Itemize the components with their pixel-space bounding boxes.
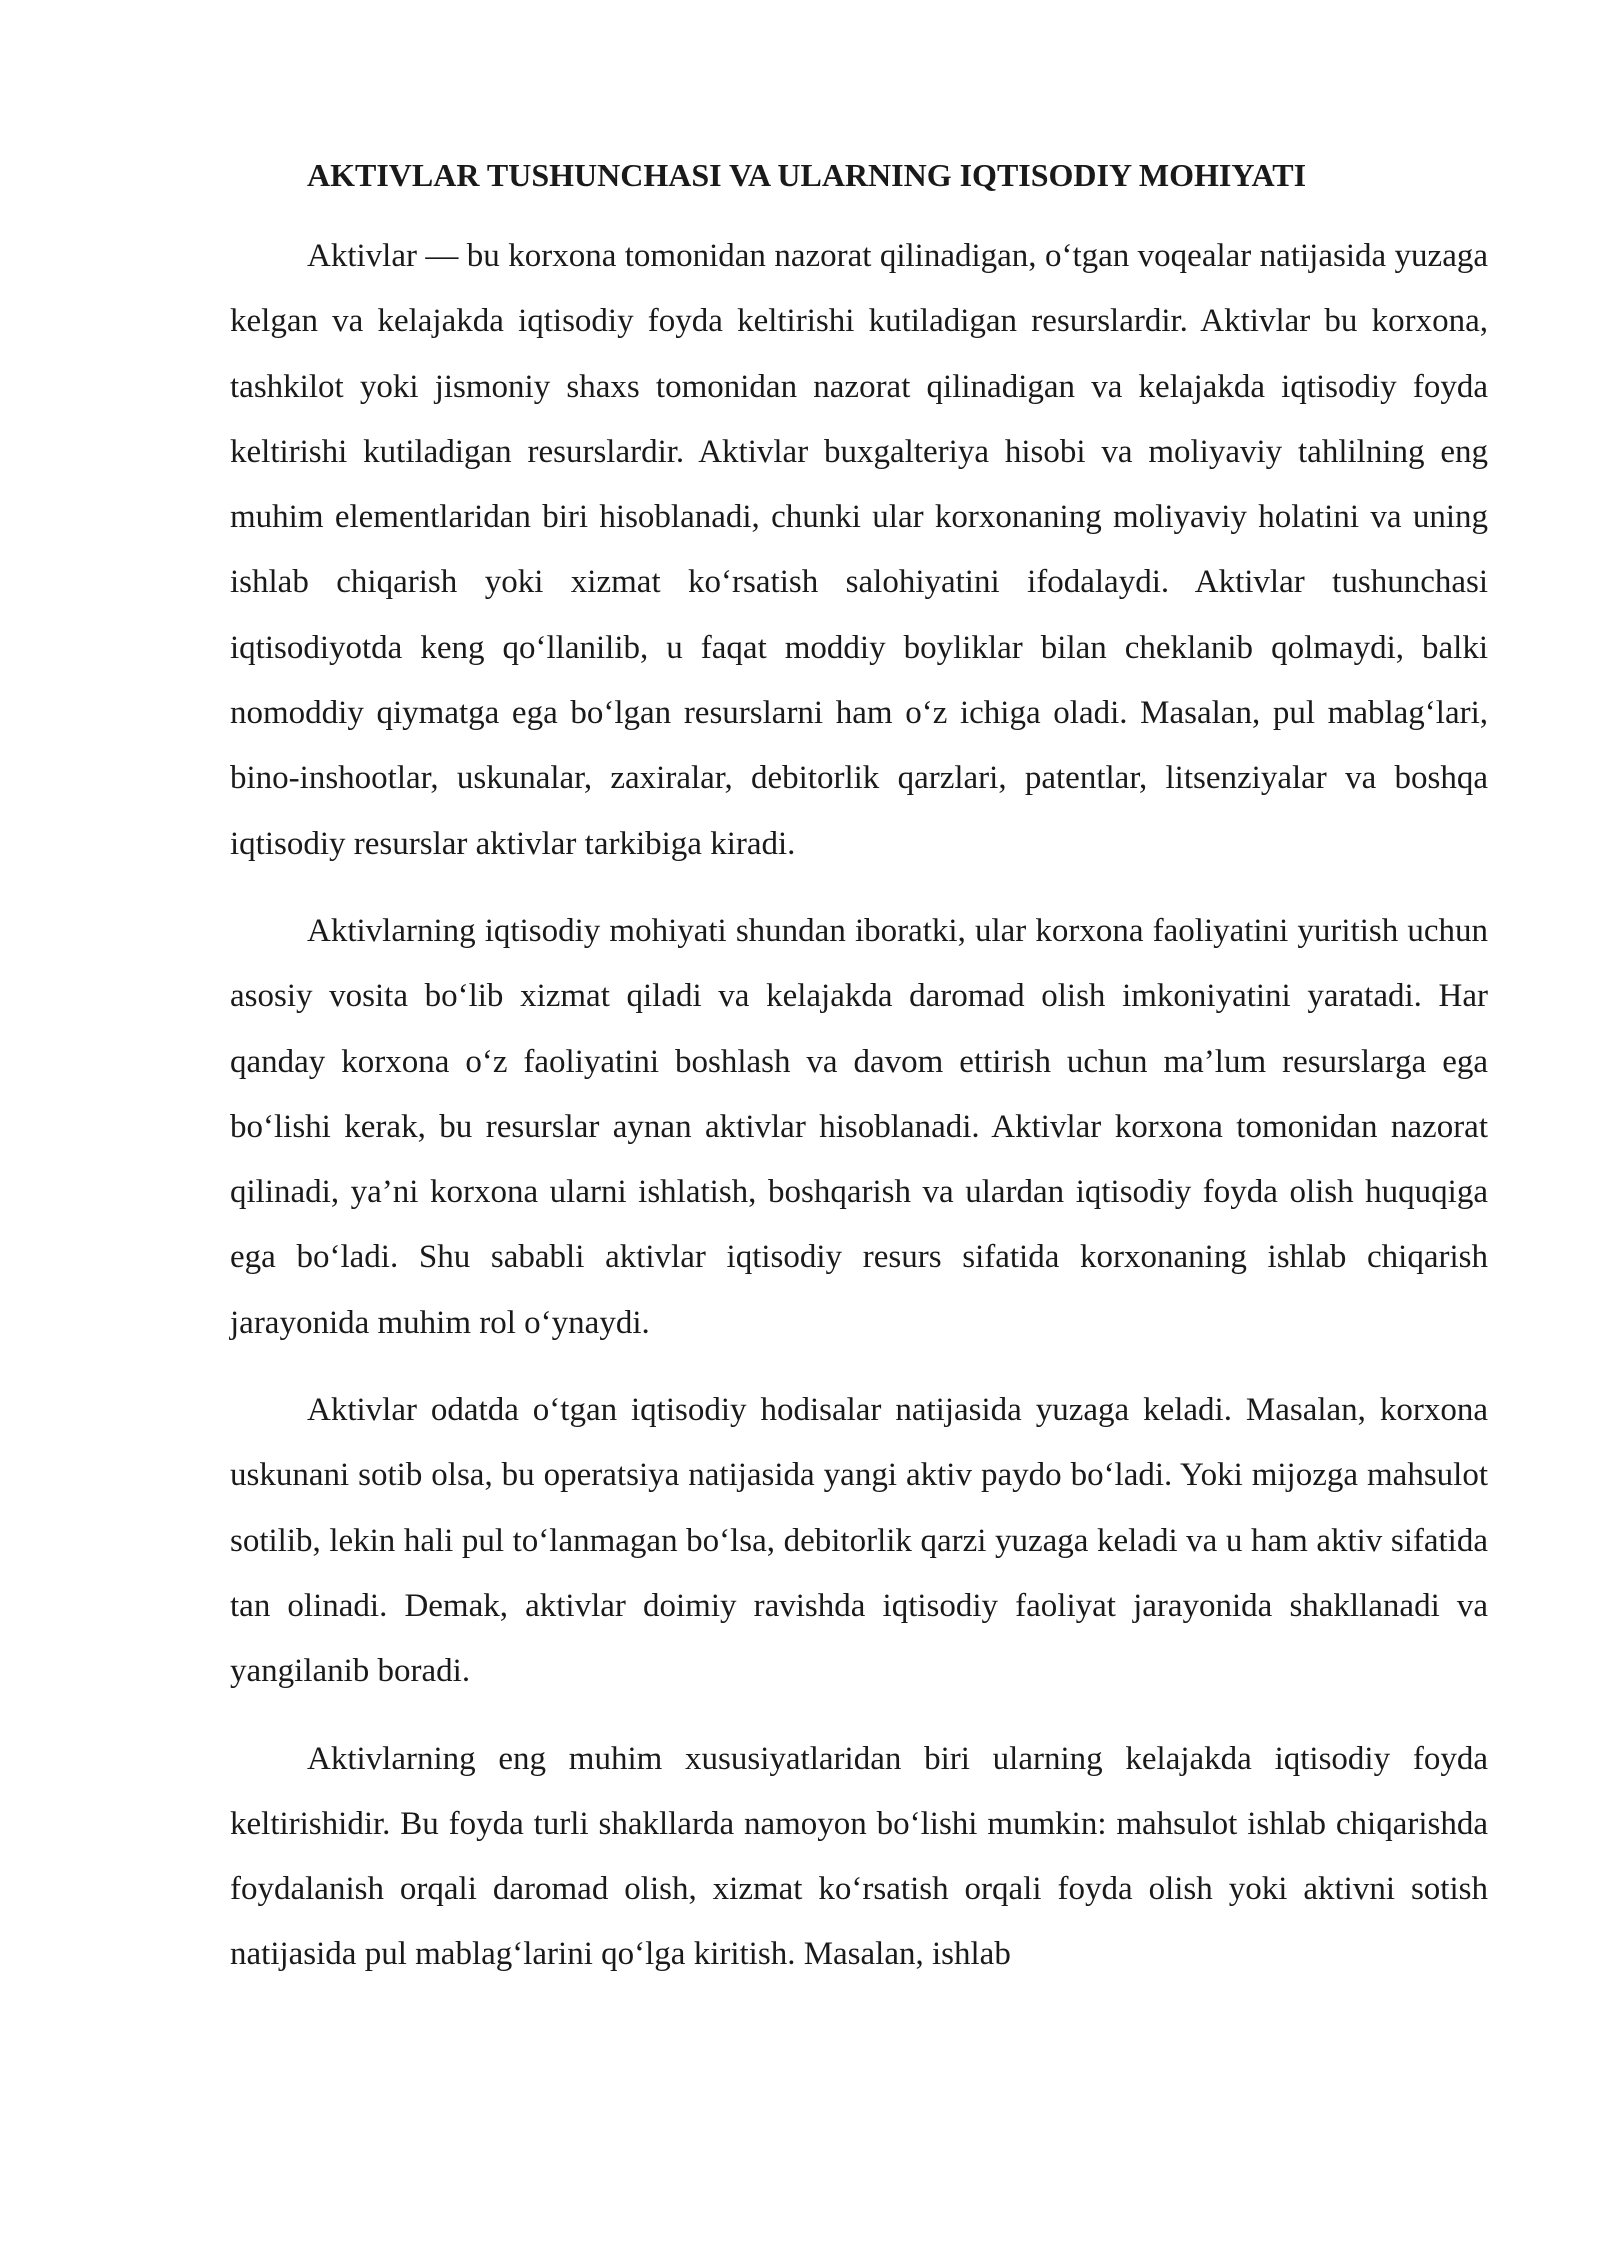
paragraph-3: Aktivlar odatda o‘tgan iqtisodiy hodisalar natijasida yuzaga keladi. Masalan, korxona uskunani sotib olsa, bu operatsiya natijasida yangi aktiv paydo bo‘ladi. Yoki mijozga mahsulot sotilib, lekin hali pul to‘lanmagan bo‘lsa, debitorlik qarzi yuzaga keladi va u ham aktiv sifatida tan olinadi. Demak, aktivlar doimiy ravishda iqtisodiy faoliyat jarayonida shakllanadi va yangilanib boradi. [230, 1392, 1488, 1690]
paragraph-4: Aktivlarning eng muhim xususiyatlaridan biri ularning kelajakda iqtisodiy foyda keltirishidir. Bu foyda turli shakllarda namoyon bo‘lishi mumkin: mahsulot ishlab chiqarishda foydalanish orqali daromad olish, xizmat ko‘rsatish orqali foyda olish yoki aktivni sotish natijasida pul mablag‘larini qo‘lga kiritish. Masalan, ishlab [230, 1740, 1488, 1973]
paragraph-1: Aktivlar — bu korxona tomonidan nazorat qilinadigan, o‘tgan voqealar natijasida yuzaga kelgan va kelajakda iqtisodiy foyda keltirishi kutiladigan resurslardir. Aktivlar bu korxona, tashkilot yoki jismoniy shaxs tomonidan nazorat qilinadigan va kelajakda iqtisodiy foyda keltirishi kutiladigan resurslardir. Aktivlar buxgalteriya hisobi va moliyaviy tahlilning eng muhim elementlaridan biri hisoblanadi, chunki ular korxonaning moliyaviy holatini va uning ishlab chiqarish yoki xizmat ko‘rsatish salohiyatini ifodalaydi. Aktivlar tushunchasi iqtisodiyotda keng qo‘llanilib, u faqat moddiy boyliklar bilan cheklanib qolmaydi, balki nomoddiy qiymatga ega bo‘lgan resurslarni ham o‘z ichiga oladi. Masalan, pul mablag‘lari, bino-inshootlar, uskunalar, zaxiralar, debitorlik qarzlari, patentlar, litsenziyalar va boshqa iqtisodiy resurslar aktivlar tarkibiga kiradi. [230, 238, 1488, 862]
paragraph-2: Aktivlarning iqtisodiy mohiyati shundan iboratki, ular korxona faoliyatini yuritish uchun asosiy vosita bo‘lib xizmat qiladi va kelajakda daromad olish imkoniyatini yaratadi. Har qanday korxona o‘z faoliyatini boshlash va davom ettirish uchun ma’lum resurslarga ega bo‘lishi kerak, bu resurslar aynan aktivlar hisoblanadi. Aktivlar korxona tomonidan nazorat qilinadi, ya’ni korxona ularni ishlatish, boshqarish va ulardan iqtisodiy foyda olish huquqiga ega bo‘ladi. Shu sababli aktivlar iqtisodiy resurs sifatida korxonaning ishlab chiqarish jarayonida muhim rol o‘ynaydi. [230, 912, 1488, 1341]
document-title: AKTIVLAR TUSHUNCHASI VA ULARNING IQTISODIY MOHIYATI [307, 157, 1307, 193]
document-body [230, 150, 1488, 2010]
